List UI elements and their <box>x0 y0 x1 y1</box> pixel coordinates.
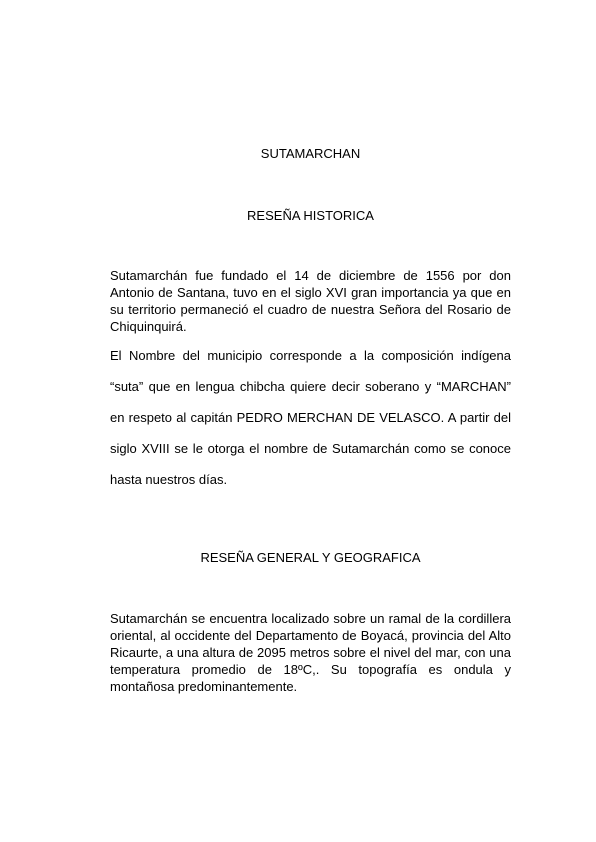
historica-paragraph-2: El Nombre del municipio corresponde a la composición indígena “suta” que en lengua chibcha quiere decir soberano y “MARCHAN” en respeto al capitán PEDRO MERCHAN DE VELASCO. A partir del siglo XVIII se le otorga el nombre de Sutamarchán como se conoce hasta nuestros días. <box>110 348 511 487</box>
geografica-paragraph-1: Sutamarchán se encuentra localizado sobre un ramal de la cordillera oriental, al occidente del Departamento de Boyacá, provincia del Alto Ricaurte, a una altura de 2095 metros sobre el nivel del mar, con una temperatura promedio de 18ºC,. Su topografía es ondula y montañosa predominantemente. <box>110 611 511 694</box>
document-title: SUTAMARCHAN <box>260 146 361 161</box>
historica-paragraph-1: Sutamarchán fue fundado el 14 de diciembre de 1556 por don Antonio de Santana, tuvo en el siglo XVI gran importancia ya que en su territorio permaneció el cuadro de nuestra Señora del Rosario de Chiquinquirá. <box>110 268 511 334</box>
section-heading-historica: RESEÑA HISTORICA <box>247 208 374 223</box>
section-heading-geografica: RESEÑA GENERAL Y GEOGRAFICA <box>200 550 421 565</box>
